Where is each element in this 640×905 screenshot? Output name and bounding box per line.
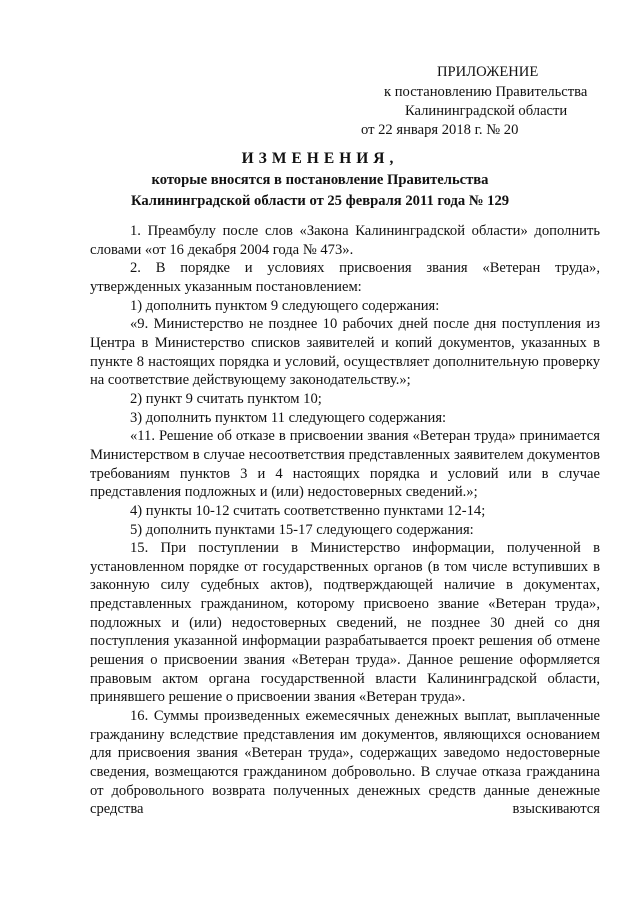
appendix-line-1: к постановлению Правительства [384,84,588,100]
paragraph-5: 2) пункт 9 считать пунктом 10; [130,390,322,407]
paragraph-10: 15. При поступлении в Министерство информации, полученной в установленном порядке от государственных органов (в том числе вступивших в законную силу судебных актов), подтверждающей наличие в документах, представленных гражданином, которому присвоено звание «Ветеран труда», подложных и (или) недостоверных сведений, не позднее 30 дней со дня поступления указанной информации разрабатывается проект решения об отмене решения о присвоении звания «Ветеран труда». Данное решение оформляется правовым актом органа государственной власти Калининградской области, принявшего решение о присвоении звания «Ветеран труда». [90,540,600,706]
heading-block [0,148,640,212]
appendix-title: ПРИЛОЖЕНИЕ [437,64,539,80]
paragraph-8: 4) пункты 10-12 считать соответственно пунктами 12-14; [130,502,486,519]
appendix-line-2: Калининградской области [405,103,568,119]
paragraph-11: 16. Суммы произведенных ежемесячных денежных выплат, выплаченные гражданину вследствие представления им документов, являющихся основанием для присвоения звания «Ветеран труда», содержащих заведомо недостоверные сведения, возмещаются гражданином добровольно. В случае отказа гражданина от добровольного возврата полученных денежных средств данные денежные средства взыскиваются [90,708,600,818]
appendix-line-3: от 22 января 2018 г. № 20 [361,122,519,138]
document-body [90,222,600,819]
paragraph-7: «11. Решение об отказе в присвоении звания «Ветеран труда» принимается Министерством в случае несоответствия представленных заявителем документов требованиям пунктов 3 и 4 настоящих порядка и условий или в случае представления подложных и (или) недостоверных сведений.»; [90,428,600,501]
paragraph-1: 1. Преамбулу после слов «Закона Калининградской области» дополнить словами «от 16 декабря 2004 года № 473». [90,223,600,258]
heading-subtitle-2: Калининградской области от 25 февраля 2011 года № 129 [130,193,510,209]
heading-title: ИЗМЕНЕНИЯ, [241,150,399,167]
paragraph-9: 5) дополнить пунктами 15-17 следующего содержания: [130,521,474,538]
paragraph-3: 1) дополнить пунктом 9 следующего содержания: [130,297,440,314]
paragraph-4: «9. Министерство не позднее 10 рабочих дней после дня поступления из Центра в Министерство списков заявителей и копий документов, указанных в пункте 8 настоящих порядка и условий, осуществляет дополнительную проверку на соответствие действующему законодательству.»; [90,316,600,389]
heading-subtitle-1: которые вносятся в постановление Правительства [151,172,489,188]
paragraph-2: 2. В порядке и условиях присвоения звания «Ветеран труда», утвержденных указанным постановлением: [90,260,600,295]
paragraph-6: 3) дополнить пунктом 11 следующего содержания: [130,409,447,426]
